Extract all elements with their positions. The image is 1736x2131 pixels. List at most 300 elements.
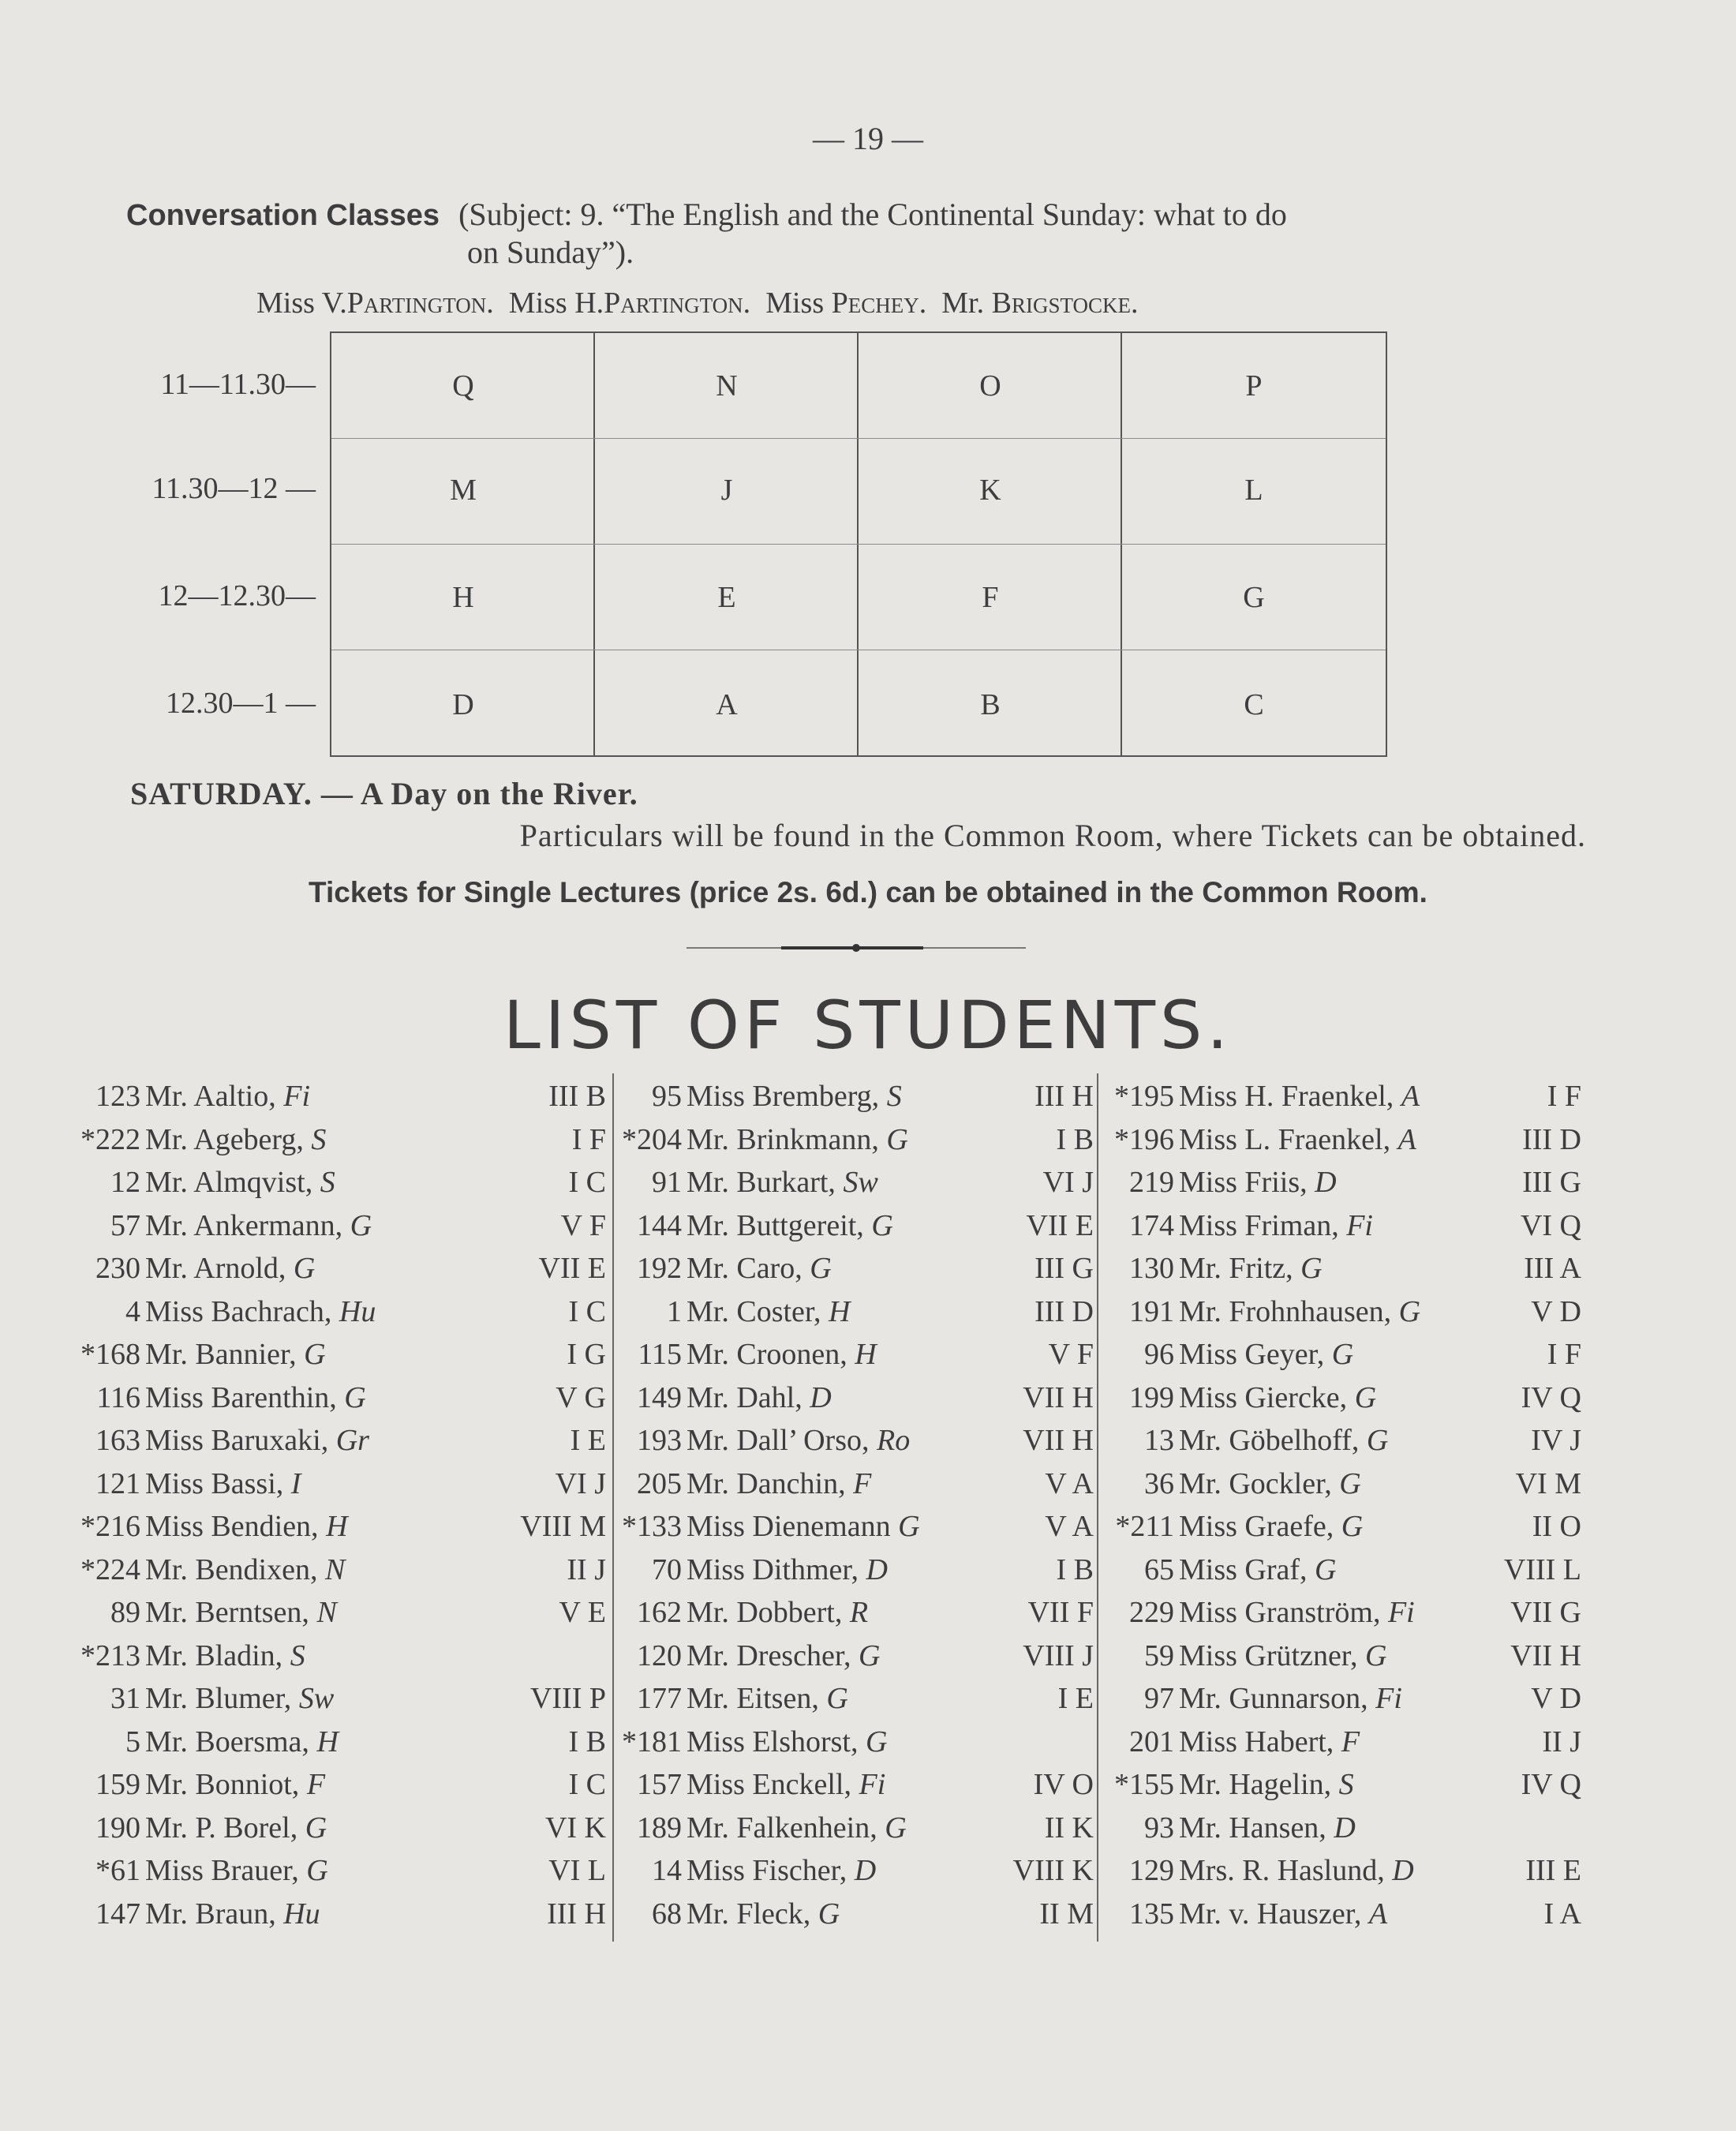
student-group: VI J — [555, 1466, 606, 1500]
student-number: 135 — [1129, 1897, 1174, 1931]
student-row — [620, 1204, 1094, 1248]
student-name-entry — [687, 1721, 887, 1763]
student-nationality: G — [305, 1811, 327, 1844]
student-name-entry — [145, 1204, 372, 1247]
student-group: VI Q — [1520, 1208, 1581, 1242]
student-name: Mr. Almqvist, — [145, 1166, 313, 1199]
student-nationality: H — [326, 1510, 348, 1543]
tickets-note: Tickets for Single Lectures (price 2s. 6d.) can be obtained in the Common Room. — [309, 876, 1427, 908]
student-group: V G — [556, 1380, 606, 1414]
student-name: Miss Bendien, — [145, 1510, 319, 1543]
student-name-entry — [145, 1591, 337, 1634]
student-name-entry — [1179, 1419, 1388, 1462]
student-name: Miss Geyer, — [1179, 1338, 1325, 1371]
student-nationality: G — [826, 1682, 848, 1715]
student-number: 31 — [110, 1682, 140, 1715]
student-name-entry — [145, 1505, 348, 1548]
student-name-entry — [687, 1677, 848, 1720]
student-name: Mr. Bonniot, — [145, 1768, 300, 1801]
student-group: III D — [1034, 1294, 1094, 1328]
student-nationality: Sw — [843, 1166, 878, 1199]
student-nationality: H — [855, 1338, 877, 1371]
student-number: *222 — [80, 1122, 140, 1156]
student-nationality: N — [324, 1552, 346, 1586]
conversation-subject-line2: on Sunday”). — [467, 234, 634, 270]
student-row — [620, 1591, 1094, 1635]
student-name: Mr. Frohnhausen, — [1179, 1294, 1392, 1328]
student-row — [620, 1505, 1094, 1549]
student-name: Mr. Dobbert, — [687, 1596, 843, 1629]
student-name-entry — [145, 1635, 305, 1677]
timetable-cell: D — [452, 688, 474, 721]
student-number: 219 — [1129, 1166, 1174, 1199]
student-nationality: G — [306, 1854, 328, 1887]
student-number: 97 — [1144, 1682, 1174, 1715]
student-number: *133 — [622, 1510, 682, 1543]
student-name: Miss Barenthin, — [145, 1380, 337, 1414]
student-nationality: Fi — [1375, 1682, 1402, 1715]
student-number: 190 — [95, 1811, 140, 1844]
student-nationality: G — [1354, 1380, 1377, 1414]
student-row — [1113, 1419, 1581, 1462]
student-nationality: F — [306, 1768, 326, 1801]
student-row — [620, 1635, 1094, 1678]
student-nationality: G — [858, 1639, 881, 1672]
student-number: 12 — [110, 1166, 140, 1199]
student-name-entry — [687, 1118, 908, 1161]
student-row — [1113, 1849, 1581, 1893]
timetable-cell: B — [980, 688, 1001, 721]
student-group: I C — [568, 1768, 606, 1801]
student-number: *213 — [80, 1639, 140, 1672]
student-row — [620, 1677, 1094, 1721]
student-name: Miss Grützner, — [1179, 1639, 1358, 1672]
student-name: Mr. Braun, — [145, 1897, 276, 1931]
student-name: Miss Friis, — [1179, 1166, 1308, 1199]
student-group: V D — [1531, 1682, 1581, 1715]
student-name: Mr. Berntsen, — [145, 1596, 309, 1629]
student-name: Mr. Boersma, — [145, 1725, 309, 1758]
student-row — [79, 1893, 606, 1936]
student-row — [79, 1419, 606, 1462]
student-name-entry — [145, 1462, 301, 1505]
student-number: 13 — [1144, 1424, 1174, 1457]
timetable-cell: A — [716, 688, 738, 721]
student-nationality: G — [871, 1208, 893, 1242]
student-column-3 — [1113, 1075, 1581, 1935]
student-row — [79, 1462, 606, 1506]
student-row — [79, 1721, 606, 1764]
student-number: 89 — [110, 1596, 140, 1629]
student-name-entry — [1179, 1118, 1416, 1161]
student-nationality: G — [344, 1380, 366, 1414]
timetable-cell: N — [716, 369, 738, 403]
student-group: I F — [1547, 1338, 1581, 1371]
student-name-entry — [687, 1462, 871, 1505]
student-name: Mr. Falkenhein, — [687, 1811, 877, 1844]
student-nationality: H — [316, 1725, 339, 1758]
student-name-entry — [145, 1161, 335, 1204]
student-nationality: G — [350, 1208, 372, 1242]
student-name-entry — [1179, 1075, 1420, 1118]
student-group: VI J — [1042, 1166, 1094, 1199]
student-name: Mr. Hansen, — [1179, 1811, 1326, 1844]
conversation-classes — [126, 196, 1586, 270]
conversation-subject-line1: (Subject: 9. “The English and the Continental Sunday: what to do — [458, 197, 1287, 232]
student-group: V D — [1531, 1294, 1581, 1328]
student-group: I B — [1056, 1552, 1094, 1586]
student-row — [79, 1333, 606, 1376]
student-number: 199 — [1129, 1380, 1174, 1414]
student-nationality: S — [886, 1080, 902, 1113]
student-name-entry — [687, 1161, 878, 1204]
student-name: Mr. Caro, — [687, 1252, 803, 1285]
student-row — [1113, 1290, 1581, 1334]
timetable-cell: M — [450, 474, 477, 507]
student-name-entry — [1179, 1893, 1387, 1935]
ornament-divider — [687, 944, 1026, 952]
student-name-entry — [687, 1204, 893, 1247]
timetable-grid — [330, 331, 1387, 757]
student-group: V A — [1045, 1466, 1094, 1500]
student-group: II M — [1039, 1897, 1094, 1931]
student-nationality: A — [1401, 1080, 1420, 1113]
student-number: 130 — [1129, 1252, 1174, 1285]
student-name-entry — [687, 1763, 885, 1806]
student-row — [79, 1376, 606, 1420]
student-number: 68 — [652, 1897, 682, 1931]
student-row — [79, 1677, 606, 1721]
student-nationality: G — [304, 1338, 326, 1371]
student-group: VI L — [548, 1854, 606, 1887]
divider-dot — [852, 944, 860, 952]
student-row — [1113, 1247, 1581, 1290]
time-slot: 11.30—12 — — [152, 472, 316, 505]
student-name-entry — [145, 1376, 366, 1419]
student-group: II J — [1542, 1725, 1581, 1758]
student-nationality: G — [1300, 1252, 1323, 1285]
student-row — [1113, 1677, 1581, 1721]
student-name-entry — [1179, 1333, 1353, 1376]
column-divider — [1097, 1073, 1098, 1942]
student-name: Mr. Blumer, — [145, 1682, 292, 1715]
student-number: 1 — [667, 1294, 682, 1328]
student-group: V F — [1048, 1338, 1094, 1371]
student-number: 163 — [95, 1424, 140, 1457]
student-number: 91 — [652, 1166, 682, 1199]
student-row — [79, 1290, 606, 1334]
student-number: 59 — [1144, 1639, 1174, 1672]
student-number: *216 — [80, 1510, 140, 1543]
student-number: 14 — [652, 1854, 682, 1887]
time-slot: 12.30—1 — — [166, 687, 316, 720]
student-group: V A — [1045, 1510, 1094, 1543]
student-name-entry — [1179, 1290, 1420, 1333]
student-number: *181 — [622, 1725, 682, 1758]
time-slot: 12—12.30— — [158, 579, 316, 612]
student-name: Mr. P. Borel, — [145, 1811, 298, 1844]
student-name: Miss Dithmer, — [687, 1552, 859, 1586]
student-nationality: S — [1338, 1768, 1354, 1801]
student-name-entry — [145, 1677, 334, 1720]
student-name: Miss Granström, — [1179, 1596, 1381, 1629]
student-name: Miss L. Fraenkel, — [1179, 1122, 1391, 1156]
student-column-2 — [620, 1075, 1094, 1935]
student-row — [620, 1376, 1094, 1420]
student-nationality: N — [316, 1596, 337, 1629]
student-name-entry — [145, 1075, 310, 1118]
student-nationality: G — [293, 1252, 316, 1285]
student-number: 147 — [95, 1897, 140, 1931]
student-name-entry — [687, 1807, 907, 1849]
student-group: III H — [1034, 1080, 1094, 1113]
time-slot: 11—11.30— — [160, 368, 316, 401]
student-row — [620, 1807, 1094, 1850]
student-name-entry — [1179, 1161, 1337, 1204]
student-row — [1113, 1505, 1581, 1549]
student-name: Miss Elshorst, — [687, 1725, 859, 1758]
student-group: VIII P — [529, 1682, 606, 1715]
student-row — [620, 1419, 1094, 1462]
student-group: VII G — [1510, 1596, 1581, 1629]
student-number: 120 — [637, 1639, 682, 1672]
student-name: Mr. Ageberg, — [145, 1122, 304, 1156]
student-name-entry — [687, 1333, 877, 1376]
teacher-1: Miss V.Partington. — [256, 287, 494, 320]
student-name-entry — [145, 1333, 326, 1376]
student-nationality: G — [1366, 1424, 1389, 1457]
student-nationality: G — [898, 1510, 920, 1543]
student-nationality: G — [1364, 1639, 1387, 1672]
student-row — [79, 1118, 606, 1162]
student-nationality: D — [854, 1854, 877, 1887]
student-group: III E — [1525, 1854, 1581, 1887]
student-row — [79, 1075, 606, 1118]
student-name: Mr. Buttgereit, — [687, 1208, 864, 1242]
student-row — [79, 1763, 606, 1807]
timetable-cell: J — [720, 474, 733, 507]
student-number: 189 — [637, 1811, 682, 1844]
student-nationality: D — [1392, 1854, 1414, 1887]
student-name: Mr. Burkart, — [687, 1166, 836, 1199]
student-name-entry — [687, 1505, 920, 1548]
student-name-entry — [1179, 1247, 1323, 1290]
student-name-entry — [687, 1247, 832, 1290]
student-nationality: S — [311, 1122, 327, 1156]
student-nationality: G — [865, 1725, 888, 1758]
student-group: VII H — [1023, 1380, 1094, 1414]
student-name-entry — [145, 1849, 328, 1892]
student-name-entry — [1179, 1849, 1414, 1892]
student-name: Mr. Croonen, — [687, 1338, 847, 1371]
student-group: VI M — [1515, 1466, 1581, 1500]
timetable-cell: P — [1245, 369, 1263, 403]
student-name: Mr. Arnold, — [145, 1252, 286, 1285]
student-row — [79, 1247, 606, 1290]
student-name-entry — [687, 1893, 840, 1935]
student-number: 177 — [637, 1682, 682, 1715]
student-group: I F — [571, 1122, 606, 1156]
student-name-entry — [145, 1807, 327, 1849]
student-number: 4 — [125, 1294, 140, 1328]
student-row — [79, 1635, 606, 1678]
student-name: Mr. Coster, — [687, 1294, 821, 1328]
student-row — [1113, 1333, 1581, 1376]
student-group: I B — [568, 1725, 606, 1758]
student-nationality: G — [810, 1252, 832, 1285]
teacher-2: Miss H.Partington. — [508, 287, 751, 320]
student-name: Miss Enckell, — [687, 1768, 851, 1801]
student-number: 191 — [1129, 1294, 1174, 1328]
student-group: I G — [567, 1338, 606, 1371]
student-row — [620, 1763, 1094, 1807]
student-number: *204 — [622, 1122, 682, 1156]
student-name: Mr. Eitsen, — [687, 1682, 819, 1715]
student-nationality: G — [1331, 1338, 1354, 1371]
student-name: Mr. Gunnarson, — [1179, 1682, 1368, 1715]
student-number: 65 — [1144, 1552, 1174, 1586]
student-name-entry — [687, 1591, 868, 1634]
student-number: 115 — [638, 1338, 682, 1371]
student-number: *61 — [95, 1854, 140, 1887]
student-name: Mr. Bladin, — [145, 1639, 283, 1672]
student-name: Mr. Aaltio, — [145, 1080, 276, 1113]
student-nationality: H — [829, 1294, 851, 1328]
student-number: *168 — [80, 1338, 140, 1371]
student-name: Miss Bachrach, — [145, 1294, 332, 1328]
student-row — [79, 1505, 606, 1549]
student-nationality: G — [817, 1897, 840, 1931]
student-group: VIII M — [520, 1510, 606, 1543]
student-name: Miss Bassi, — [145, 1466, 284, 1500]
student-name: Mr. v. Hauszer, — [1179, 1897, 1362, 1931]
student-row — [79, 1204, 606, 1248]
student-number: 121 — [95, 1466, 140, 1500]
student-number: 162 — [637, 1596, 682, 1629]
student-name: Mr. Drescher, — [687, 1639, 851, 1672]
student-number: 93 — [1144, 1811, 1174, 1844]
student-name: Mr. Dall’ Orso, — [687, 1424, 870, 1457]
student-group: III H — [547, 1897, 606, 1931]
student-nationality: G — [1315, 1552, 1337, 1586]
student-row — [1113, 1807, 1581, 1850]
column-divider — [612, 1073, 614, 1942]
student-name: Miss Bremberg, — [687, 1080, 880, 1113]
student-number: *196 — [1114, 1122, 1174, 1156]
student-nationality: Fi — [1387, 1596, 1415, 1629]
student-number: 149 — [637, 1380, 682, 1414]
student-row — [1113, 1161, 1581, 1204]
student-name-entry — [145, 1118, 326, 1161]
timetable-cell: F — [982, 581, 999, 614]
student-number: 144 — [637, 1208, 682, 1242]
student-number: 201 — [1129, 1725, 1174, 1758]
student-group: II O — [1532, 1510, 1581, 1543]
student-number: 157 — [637, 1768, 682, 1801]
student-group: IV Q — [1521, 1768, 1581, 1801]
student-name: Mr. Ankermann, — [145, 1208, 343, 1242]
student-name: Miss Dienemann — [687, 1510, 891, 1543]
student-row — [1113, 1635, 1581, 1678]
student-group: I E — [1057, 1682, 1094, 1715]
student-nationality: Fi — [859, 1768, 886, 1801]
student-group: III D — [1522, 1122, 1581, 1156]
student-name-entry — [1179, 1549, 1337, 1591]
timetable-cell: O — [979, 369, 1001, 403]
student-row — [620, 1118, 1094, 1162]
student-name-entry — [145, 1419, 369, 1462]
student-name-entry — [1179, 1376, 1376, 1419]
student-name-entry — [1179, 1591, 1415, 1634]
student-name: Miss Friman, — [1179, 1208, 1339, 1242]
student-name-entry — [1179, 1505, 1363, 1548]
student-nationality: Sw — [298, 1682, 335, 1715]
student-name: Mr. Hagelin, — [1179, 1768, 1332, 1801]
student-name: Mr. Göbelhoff, — [1179, 1424, 1360, 1457]
student-number: 96 — [1144, 1338, 1174, 1371]
student-name-entry — [1179, 1462, 1361, 1505]
student-nationality: S — [320, 1166, 335, 1199]
page-number: — 19 — — [813, 121, 923, 156]
student-number: *195 — [1114, 1080, 1174, 1113]
student-name-entry — [687, 1549, 888, 1591]
student-number: 70 — [652, 1552, 682, 1586]
student-nationality: F — [853, 1466, 872, 1500]
timetable-cell: H — [452, 581, 474, 614]
student-name-entry — [145, 1247, 315, 1290]
student-name-entry — [145, 1721, 339, 1763]
student-nationality: Fi — [283, 1080, 311, 1113]
student-row — [620, 1290, 1094, 1334]
student-group: VIII J — [1023, 1639, 1094, 1672]
teachers-line — [256, 286, 1138, 320]
student-row — [620, 1161, 1094, 1204]
student-group: IV O — [1033, 1768, 1094, 1801]
student-nationality: G — [886, 1122, 908, 1156]
student-nationality: D — [1334, 1811, 1356, 1844]
student-name-entry — [1179, 1763, 1354, 1806]
timetable-cell: C — [1244, 688, 1264, 721]
student-nationality: G — [1339, 1466, 1361, 1500]
student-name: Mr. Danchin, — [687, 1466, 846, 1500]
student-group: III B — [548, 1080, 606, 1113]
timetable-cell: Q — [452, 369, 474, 403]
student-row — [79, 1161, 606, 1204]
student-number: 36 — [1144, 1466, 1174, 1500]
student-nationality: Gr — [335, 1424, 369, 1457]
student-name-entry — [1179, 1807, 1356, 1849]
list-title: LIST OF STUDENTS. — [503, 987, 1233, 1064]
student-row — [1113, 1549, 1581, 1592]
student-nationality: A — [1368, 1897, 1388, 1931]
student-name: Miss Baruxaki, — [145, 1424, 329, 1457]
student-group: I E — [570, 1424, 606, 1457]
student-number: 129 — [1129, 1854, 1174, 1887]
student-name-entry — [687, 1849, 876, 1892]
student-name-entry — [687, 1376, 832, 1419]
student-row — [620, 1462, 1094, 1506]
student-name-entry — [1179, 1721, 1360, 1763]
student-group: I F — [1547, 1080, 1581, 1113]
student-nationality: G — [1341, 1510, 1364, 1543]
student-group: VI K — [544, 1811, 606, 1844]
student-name-entry — [687, 1075, 902, 1118]
student-name: Mr. Dahl, — [687, 1380, 803, 1414]
student-group: I B — [1056, 1122, 1094, 1156]
student-number: 95 — [652, 1080, 682, 1113]
student-group: I C — [568, 1166, 606, 1199]
student-row — [79, 1591, 606, 1635]
